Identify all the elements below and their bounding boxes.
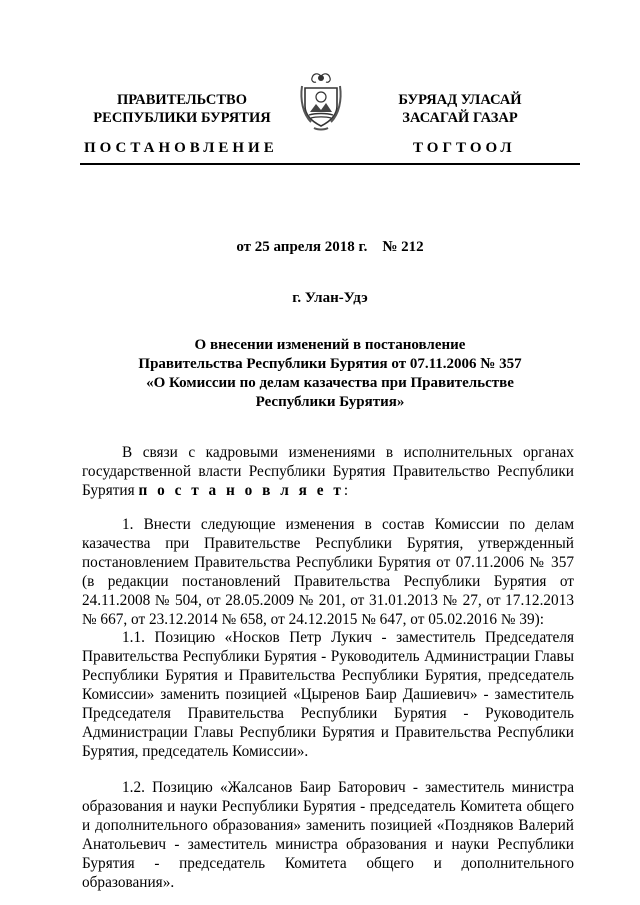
paragraph-1-2 [82,778,574,892]
header-right-line2: ЗАСАГАЙ ГАЗАР [402,110,518,126]
paragraph-1-text: 1. Внести следующие изменения в состав Комиссии по делам казачества при Правительстве Республики Бурятия, утвержденный постановлением Правительства Республики Бурятия от 07.11.2006 № 357 (в редакции постановлений Правительства Республики Бурятия от 24.11.2008 № 504, от 28.05.2009 № 201, от 31.01.2013 № 27, от 17.12.2013 № 667, от 23.12.2014 № 658, от 24.12.2015 № 647, от 05.02.2016 № 39): [82,516,574,628]
decree-word: п о с т а н о в л я е т [138,482,344,499]
header-left-line2: РЕСПУБЛИКИ БУРЯТИЯ [93,110,271,126]
header-left-line1: ПРАВИТЕЛЬСТВО [117,92,247,108]
subject-line3: «О Комиссии по делам казачества при Правительстве [146,375,514,391]
paragraph-1-1-text: 1.1. Позицию «Носков Петр Лукич - заместитель Председателя Правительства Республики Бурятия - Руководитель Администрации Главы Республики Бурятия и Правительства Республики Бурятия, председатель Комиссии» заменить позицией «Цыренов Баир Дашиевич» - заместитель Председателя Правительства Республики Бурятия - Руководитель Администрации Главы Республики Бурятия и Правительства Республики Бурятия, председатель Комиссии». [82,629,574,760]
header-right-org [360,91,560,127]
doc-type-right: ТОГТООЛ [413,140,516,156]
intro-text: В связи с кадровыми изменениями в исполнительных органах государственной власти Республики Бурятия Правительство Республики Бурятия [82,444,574,499]
header-right-line1: БУРЯАД УЛАСАЙ [398,92,522,108]
document-subject [80,336,580,412]
subject-line1: О внесении изменений в постановление [194,337,466,353]
intro-paragraph [82,443,574,500]
header-left-org [82,91,282,127]
paragraph-1 [82,515,574,629]
subject-line4: Республики Бурятия» [255,394,405,410]
city: г. Улан-Удэ [292,290,368,306]
paragraph-1-1 [82,628,574,761]
paragraph-1-2-text: 1.2. Позицию «Жалсанов Баир Баторович - заместитель министра образования и науки Республики Бурятия - председатель Комитета общего и дополнительного образования» заменить позицией «Поздняков Валерий Анатольевич - заместитель министра образования и науки Республики Бурятия - председатель Комитета общего и дополнительного образования». [82,779,574,891]
subject-line2: Правительства Республики Бурятия от 07.11.2006 № 357 [138,356,522,372]
coat-of-arms-emblem-icon [297,70,345,132]
doc-type-left: ПОСТАНОВЛЕНИЕ [84,140,278,156]
dateline: от 25 апреля 2018 г. № 212 [236,239,424,255]
header-divider [80,163,580,165]
intro-end: : [343,482,349,499]
